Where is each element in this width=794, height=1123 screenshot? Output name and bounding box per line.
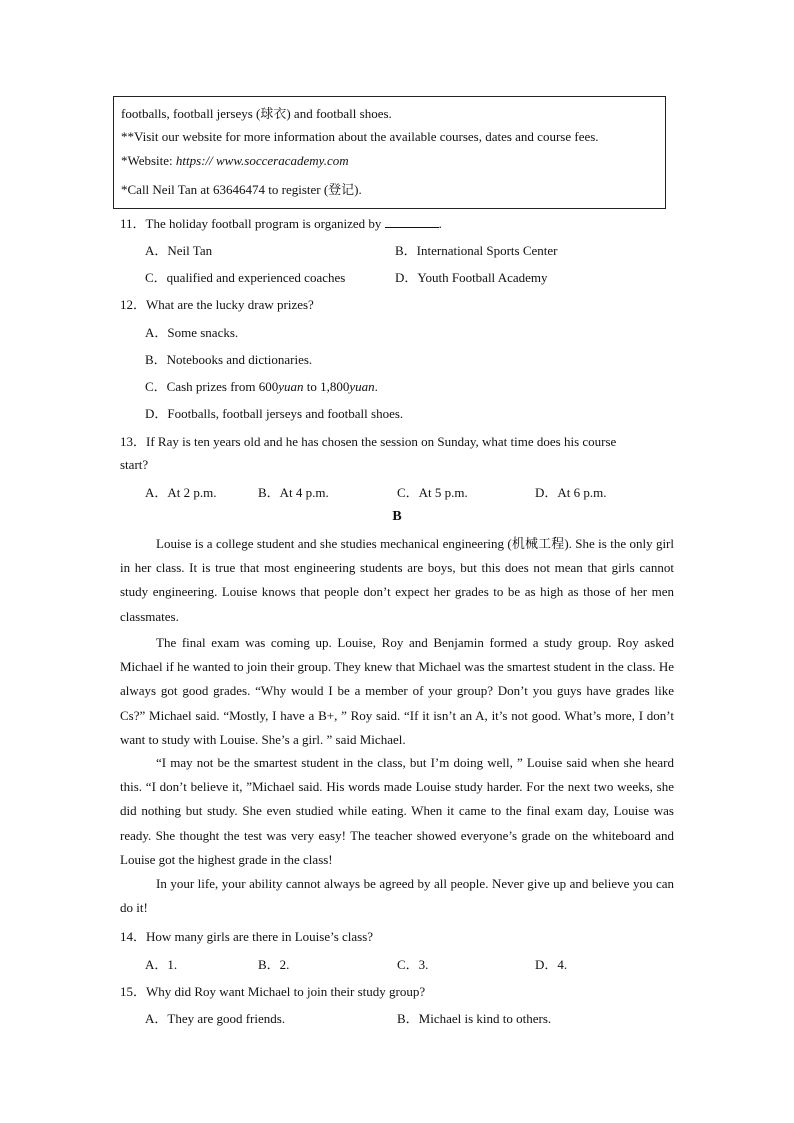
- q14-option-b: B．2.: [258, 957, 290, 972]
- info-line-call: *Call Neil Tan at 63646474 to register (登记).: [121, 182, 362, 197]
- info-box: [113, 96, 666, 209]
- section-b-title: B: [392, 509, 402, 524]
- info-line-products: footballs, football jerseys (球衣) and football shoes.: [121, 106, 392, 121]
- passage-paragraph-1: Louise is a college student and she studies mechanical engineering (机械工程). She is the only girl in her class. It is true that most engineering students are boys, but this does not mean that girls cannot study engineering. Louise knows that people don’t expect her grades to be as high as those of her men classmates.: [120, 536, 674, 624]
- question-12-stem: 12．What are the lucky draw prizes?: [120, 297, 314, 312]
- q12-option-c: [145, 376, 378, 395]
- q13-option-d: D．At 6 p.m.: [535, 485, 607, 500]
- q15-option-b: B．Michael is kind to others.: [397, 1011, 552, 1026]
- q14-option-c: C．3.: [397, 957, 429, 972]
- question-11: [120, 213, 442, 232]
- q11-option-b: B．International Sports Center: [395, 243, 558, 258]
- question-11-stem: 11．The holiday football program is organized by: [120, 216, 385, 231]
- q11-option-d: D．Youth Football Academy: [395, 270, 548, 285]
- q11-option-c: C．qualified and experienced coaches: [145, 270, 346, 285]
- info-line-visit: **Visit our website for more information about the available courses, dates and course fees.: [121, 129, 599, 144]
- q13-option-c: C．At 5 p.m.: [397, 485, 468, 500]
- q13-option-a: A．At 2 p.m.: [145, 485, 217, 500]
- q11-option-a: A．Neil Tan: [145, 243, 213, 258]
- q14-option-d: D．4.: [535, 957, 568, 972]
- q12-option-b: B．Notebooks and dictionaries.: [145, 352, 313, 367]
- info-line-website: [121, 153, 349, 169]
- q12-option-c-end: .: [374, 379, 378, 394]
- q12-option-c-mid: to 1,800: [303, 379, 350, 394]
- currency-yuan: yuan: [349, 379, 375, 394]
- answer-blank: [385, 216, 439, 228]
- q12-option-c-prefix: C．Cash prizes from 600: [145, 379, 279, 394]
- passage-paragraph-3: “I may not be the smartest student in the class, but I’m doing well, ” Louise said when she heard this. “I don’t believe it, ”Michael said. His words made Louise study harder. For the next two weeks, she did nothing but study. She even studied while eating. When it came to the final exam day, Louise was ready. She thought the test was very easy! The teacher showed everyone’s grade on the whiteboard and Louise got the highest grade in the class!: [120, 755, 674, 867]
- q12-option-a: A．Some snacks.: [145, 325, 239, 340]
- q14-option-a: A．1.: [145, 957, 178, 972]
- website-label: *Website:: [121, 153, 176, 168]
- passage-paragraph-2: The final exam was coming up. Louise, Roy and Benjamin formed a study group. Roy asked Michael if he wanted to join their group. They knew that Michael was the smartest student in the class. He always got good grades. “Why would I be a member of your group? Don’t you guys have grades like Cs?” Michael said. “Mostly, I have a B+, ” Roy said. “If it isn’t an A, it’s not good. What’s more, I don’t want to study with Louise. She’s a girl. ” said Michael.: [120, 635, 674, 747]
- website-url: https:// www.socceracademy.com: [175, 153, 349, 168]
- question-13-stem-line2: start?: [120, 457, 149, 472]
- q15-option-a: A．They are good friends.: [145, 1011, 286, 1026]
- q13-option-b: B．At 4 p.m.: [258, 485, 329, 500]
- question-11-end: .: [438, 216, 442, 231]
- question-14-stem: 14．How many girls are there in Louise’s class?: [120, 929, 374, 944]
- currency-yuan: yuan: [278, 379, 304, 394]
- passage-paragraph-4: In your life, your ability cannot always be agreed by all people. Never give up and believe you can do it!: [120, 876, 674, 916]
- question-13-stem-line1: 13．If Ray is ten years old and he has chosen the session on Sunday, what time does his course: [120, 434, 617, 449]
- q12-option-d: D．Footballs, football jerseys and football shoes.: [145, 406, 404, 421]
- question-15-stem: 15．Why did Roy want Michael to join their study group?: [120, 984, 426, 999]
